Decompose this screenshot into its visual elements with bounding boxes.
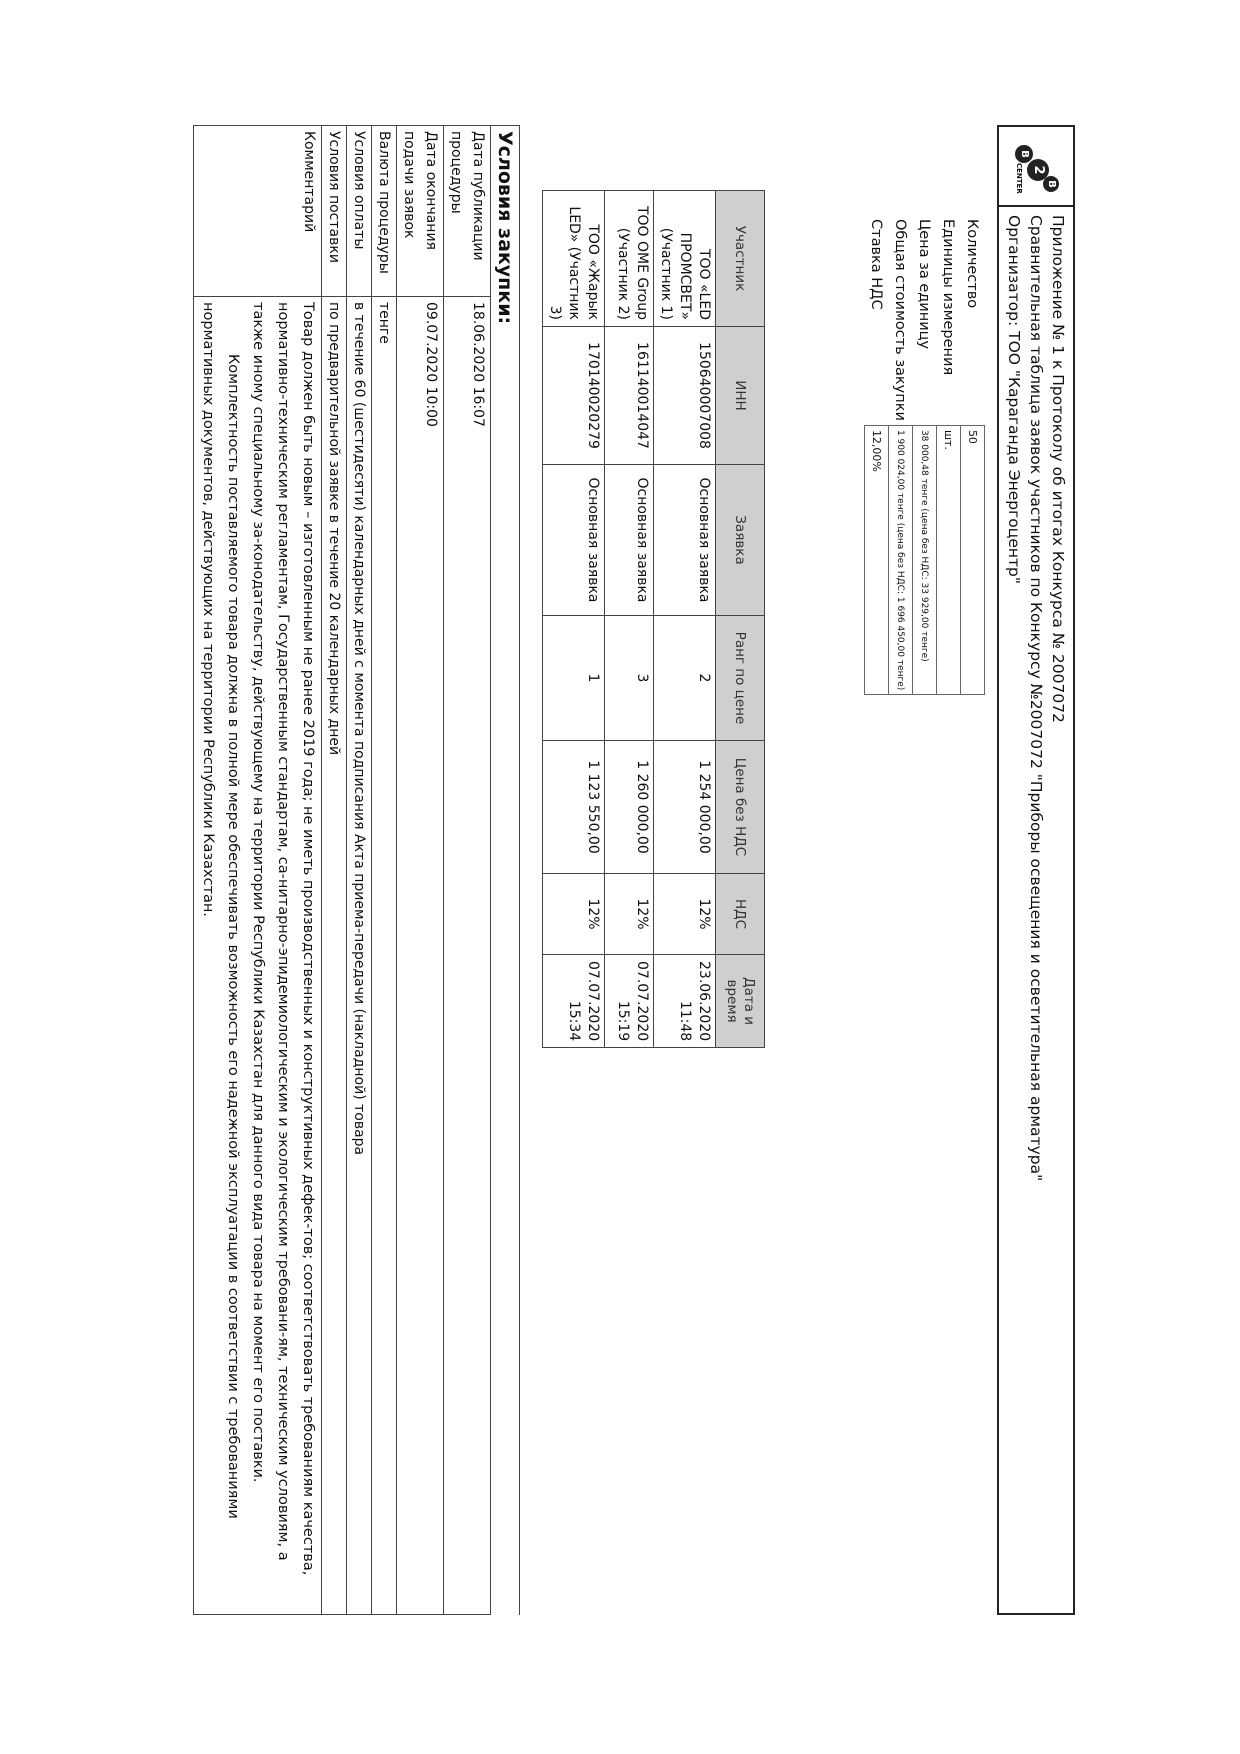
table-row xyxy=(444,126,491,1615)
participant-application: Основная заявка xyxy=(543,465,605,616)
participant-vat: 12% xyxy=(654,874,716,955)
term-value: в течение 60 (шестидесяти) календарных дней с момента подписания Акта приема-передачи (накладной) товара xyxy=(347,297,372,1615)
comment-paragraph-2: Комплектность поставляемого товара должна в полной мере обеспечивать возможность его надежной эксплуатации в соответствии с требованиями нормативных документов, действующих на территории Республики Казахстан. xyxy=(200,302,241,1519)
term-value: 18.06.2020 16:07 xyxy=(444,297,491,1615)
procurement-params-table xyxy=(864,215,985,695)
participant-datetime: 23.06.2020 11:48 xyxy=(654,955,716,1048)
term-label: Валюта процедуры xyxy=(372,126,397,297)
participant-application: Основная заявка xyxy=(605,465,654,616)
participant-price: 1 260 000,00 xyxy=(605,741,654,874)
term-label: Условия поставки xyxy=(322,126,347,297)
col-header-vat: НДС xyxy=(716,874,765,955)
col-header-participant: Участник xyxy=(716,191,765,327)
participant-name: ТОО OME Group (Участник 2) xyxy=(605,191,654,327)
table-row xyxy=(654,191,716,1048)
param-row xyxy=(889,215,913,695)
param-row xyxy=(937,215,961,695)
param-value: шт. xyxy=(937,425,961,694)
participant-rank: 3 xyxy=(605,616,654,741)
term-label: Условия оплаты xyxy=(347,126,372,297)
table-row xyxy=(605,191,654,1048)
participant-inn: 161140014047 xyxy=(605,327,654,465)
comment-label: Комментарий xyxy=(194,126,322,297)
param-value: 50 xyxy=(961,425,985,694)
col-header-datetime: Дата и время xyxy=(716,955,765,1048)
col-header-rank: Ранг по цене xyxy=(716,616,765,741)
participant-name: ТОО «LED ПРОМСВЕТ» (Участник 1) xyxy=(654,191,716,327)
col-header-application: Заявка xyxy=(716,465,765,616)
participant-vat: 12% xyxy=(543,874,605,955)
participants-table xyxy=(542,190,765,1048)
participant-rank: 1 xyxy=(543,616,605,741)
participant-datetime: 07.07.2020 15:34 xyxy=(543,955,605,1048)
participant-datetime: 07.07.2020 15:19 xyxy=(605,955,654,1048)
term-value: по предварительной заявке в течение 20 календарных дней xyxy=(322,297,347,1615)
procurement-terms-table xyxy=(193,125,520,1615)
participant-application: Основная заявка xyxy=(654,465,716,616)
header-line-1: Приложение № 1 к Протоколу об итогах Конкурса № 2007072 xyxy=(1049,215,1067,723)
document-header xyxy=(997,125,1075,1615)
participant-price: 1 254 000,00 xyxy=(654,741,716,874)
table-row xyxy=(347,126,372,1615)
header-line-3: Организатор: ТОО "Караганда Энергоцентр" xyxy=(1005,215,1023,584)
param-row xyxy=(961,215,985,695)
term-label: Дата публикации процедуры xyxy=(444,126,491,297)
param-label: Количество xyxy=(964,219,981,309)
table-row xyxy=(397,126,444,1615)
terms-title: Условия закупки: xyxy=(491,126,520,1615)
b2b-center-logo xyxy=(1009,145,1059,195)
term-value: 09.07.2020 10:00 xyxy=(397,297,444,1615)
logo-caption: CENTER xyxy=(1015,163,1023,194)
header-line-2: Сравнительная таблица заявок участников по Конкурсу №2007072 "Приборы освещения и осветительная арматура" xyxy=(1027,215,1045,1182)
table-row xyxy=(543,191,605,1048)
logo-cell xyxy=(997,125,1075,205)
participant-rank: 2 xyxy=(654,616,716,741)
col-header-inn: ИНН xyxy=(716,327,765,465)
term-value: тенге xyxy=(372,297,397,1615)
param-row xyxy=(865,215,889,695)
param-value: 1 900 024,00 тенге (цена без НДС: 1 696 450,00 тенге) xyxy=(889,425,913,694)
param-value: 38 000,48 тенге (цена без НДС: 33 929,00 тенге) xyxy=(913,425,937,694)
table-row xyxy=(372,126,397,1615)
table-row xyxy=(194,126,322,1615)
logo-letter-2: 2 xyxy=(1027,159,1049,181)
participant-inn: 170140020279 xyxy=(543,327,605,465)
logo-letter-1: B xyxy=(1015,145,1033,163)
table-row xyxy=(322,126,347,1615)
param-row xyxy=(913,215,937,695)
param-value: 12,00% xyxy=(865,425,889,694)
participant-price: 1 123 550,00 xyxy=(543,741,605,874)
comment-paragraph-1: Товар должен быть новым – изготовленным не ранее 2019 года; не иметь производственных и конструктивных дефек-тов; соответствовать требованиям качества, нормативно-техническим регламентам, Государственным стандартам, са-нитарно-эпидемиологическим и экологическим требовани-ям, техническим условиям, а также иному специальному за-конодательству, действующему на территории Республики Казахстан для данного вида товара на момент его поставки. xyxy=(250,302,316,1576)
param-label: Ставка НДС xyxy=(868,219,885,310)
comment-value xyxy=(194,297,322,1615)
participant-inn: 150640007008 xyxy=(654,327,716,465)
logo-letter-3: B xyxy=(1043,176,1059,192)
participant-name: ТОО «Жарык LED» (Участник 3) xyxy=(543,191,605,327)
participants-header-row xyxy=(716,191,765,1048)
param-label: Цена за единицу xyxy=(916,219,933,350)
param-label: Общая стоимость закупки xyxy=(892,219,909,421)
term-label: Дата окончания подачи заявок xyxy=(397,126,444,297)
header-title-cell xyxy=(997,205,1075,1615)
participant-vat: 12% xyxy=(605,874,654,955)
rotated-document-page xyxy=(65,125,1075,1725)
col-header-price: Цена без НДС xyxy=(716,741,765,874)
terms-title-row xyxy=(491,126,520,1615)
param-label: Единицы измерения xyxy=(940,219,957,376)
